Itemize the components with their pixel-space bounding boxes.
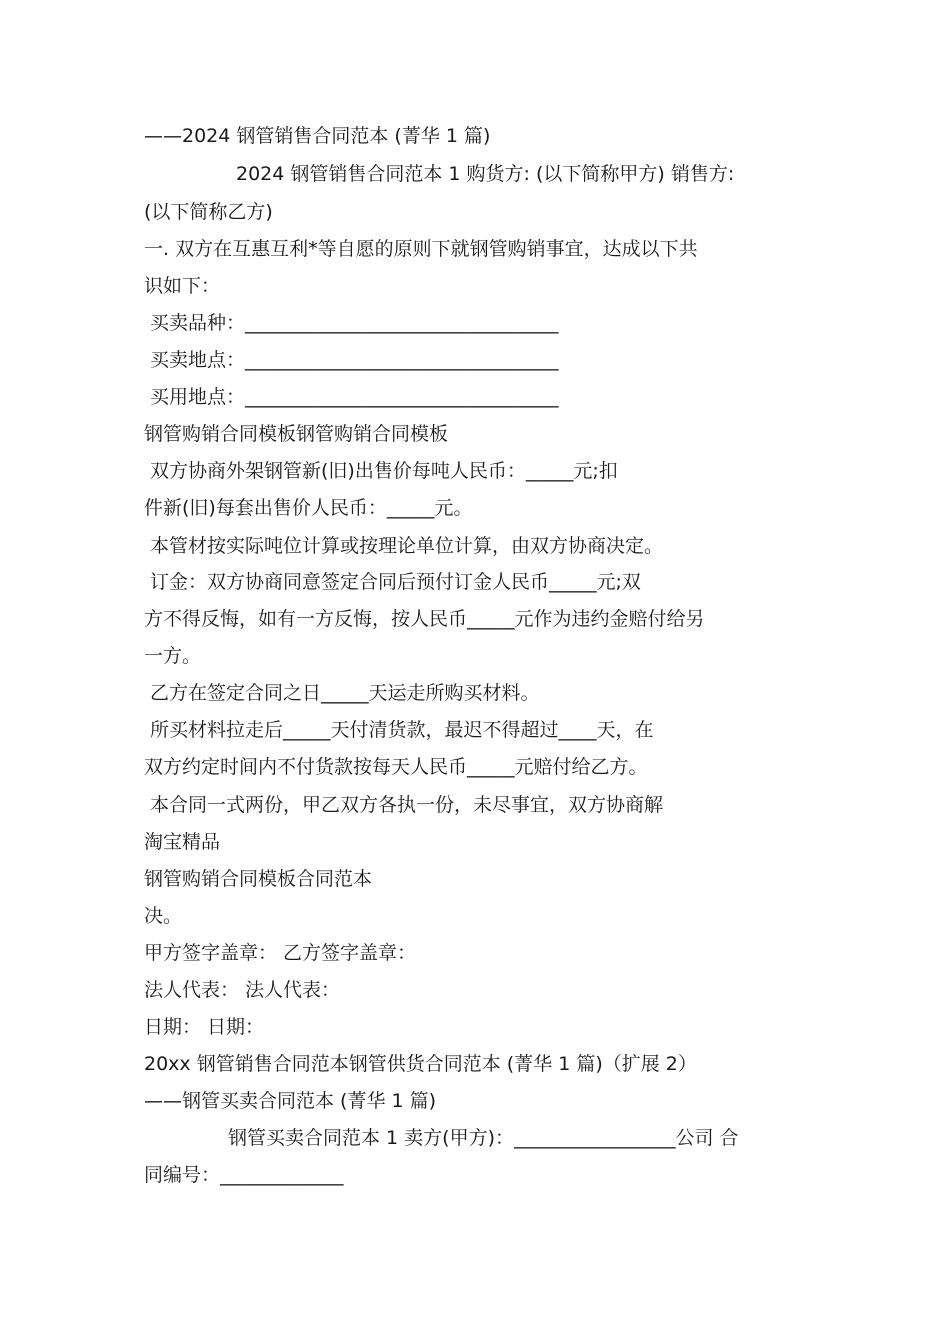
date-line: 日期： 日期： bbox=[144, 1016, 265, 1038]
form-field-line: 买用地点：_________________________________ bbox=[150, 386, 559, 408]
paragraph-line: 双方协商外架钢管新(旧)出售价每吨人民币：_____元;扣 bbox=[150, 460, 618, 482]
subheading: 钢管购销合同模板钢管购销合同模板 bbox=[144, 423, 449, 445]
signature-line: 甲方签字盖章： 乙方签字盖章： bbox=[144, 942, 417, 964]
paragraph-line: 淘宝精品 bbox=[144, 831, 221, 853]
paragraph-line: 订金：双方协商同意签定合同后预付订金人民币_____元;双 bbox=[150, 571, 641, 593]
paragraph-line: 件新(旧)每套出售价人民币：_____元。 bbox=[144, 497, 473, 519]
signature-line: 法人代表： 法人代表： bbox=[144, 979, 341, 1001]
paragraph-line: 识如下： bbox=[144, 275, 221, 297]
paragraph-line: 决。 bbox=[144, 905, 183, 927]
paragraph-line: 乙方在签定合同之日_____天运走所购买材料。 bbox=[150, 682, 540, 704]
paragraph-line: 双方约定时间内不付货款按每天人民币_____元赔付给乙方。 bbox=[144, 756, 648, 778]
paragraph-line: 方不得反悔，如有一方反悔，按人民币_____元作为违约金赔付给另 bbox=[144, 608, 705, 630]
paragraph-line: (以下简称乙方) bbox=[144, 201, 273, 223]
section-title: ——钢管买卖合同范本 (菁华 1 篇) bbox=[144, 1090, 437, 1112]
paragraph-line: 一. 双方在互惠互利*等自愿的原则下就钢管购销事宜，达成以下共 bbox=[144, 238, 698, 260]
form-field-line: 买卖地点：_________________________________ bbox=[150, 349, 559, 371]
paragraph-line: 所买材料拉走后_____天付清货款，最迟不得超过____天，在 bbox=[150, 719, 654, 741]
section-title: 20xx 钢管销售合同范本钢管供货合同范本 (菁华 1 篇)（扩展 2） bbox=[144, 1053, 697, 1075]
paragraph-line: 本合同一式两份，甲乙双方各执一份，未尽事宜，双方协商解 bbox=[150, 794, 664, 816]
paragraph-line: 钢管购销合同模板合同范本 bbox=[144, 868, 373, 890]
paragraph-line: 同编号：_____________ bbox=[144, 1164, 344, 1186]
form-field-line: 买卖品种：_________________________________ bbox=[150, 312, 559, 334]
paragraph-line: 本管材按实际吨位计算或按理论单位计算，由双方协商决定。 bbox=[150, 535, 664, 557]
section-title: ——2024 钢管销售合同范本 (菁华 1 篇) bbox=[144, 125, 491, 147]
contract-header: 2024 钢管销售合同范本 1 购货方: (以下简称甲方) 销售方: bbox=[236, 163, 735, 185]
contract-header: 钢管买卖合同范本 1 卖方(甲方)：_________________公司 合 bbox=[228, 1127, 739, 1149]
paragraph-line: 一方。 bbox=[144, 645, 202, 667]
